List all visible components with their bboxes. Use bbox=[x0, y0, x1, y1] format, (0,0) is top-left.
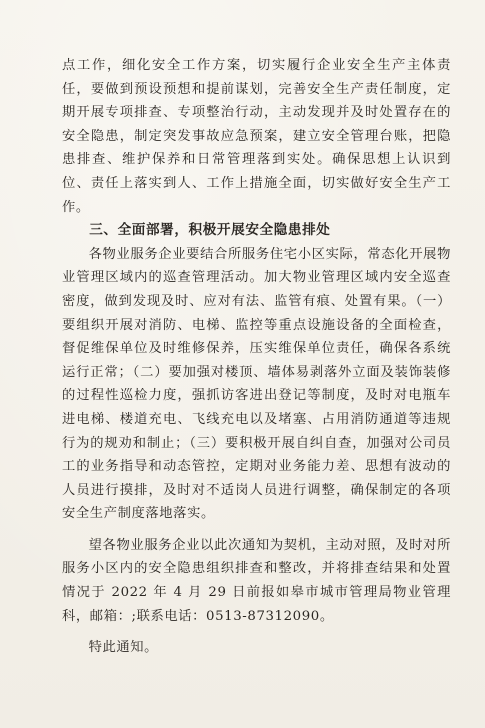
paragraph-section-three: 各物业服务企业要结合所服务住宅小区实际，常态化开展物业管理区域内的巡查管理活动。加大物业管理区域内安全巡查密度，做到发现及时、应对有法、监管有痕、处置有果。（一）要组织开展对消防、电梯、监控等重点设施设备的全面检查，督促维保单位及时维修保养，压实维保单位责任，确保各系统运行正常；（二）要加强对楼顶、墙体易剥落外立面及装饰装修的过程性巡检力度，强抓访客进出登记等制度，及时对电瓶车进电梯、楼道充电、飞线充电以及堵塞、占用消防通道等违规行为的规劝和制止；（三）要积极开展自纠自查，加强对公司员工的业务指导和动态管控，定期对业务能力差、思想有波动的人员进行摸排，及时对不适岗人员进行调整，确保制定的各项安全生产制度落地落实。 bbox=[62, 246, 451, 522]
closing-line: 特此通知。 bbox=[88, 640, 159, 656]
paragraph-gap bbox=[62, 628, 451, 636]
paragraph-continued: 点工作，细化安全工作方案，切实履行企业安全生产主体责任，要做到预设预想和提前谋划，完善安全生产责任制度，定期开展专项排查、专项整治行动，主动发现并及时处置存在的安全隐患，制定突发事故应急预案，建立安全管理台账，把隐患排查、维护保养和日常管理落到实处。确保思想上认识到位、责任上落实到人、工作上措施全面，切实做好安全生产工作。 bbox=[62, 58, 451, 215]
section-heading: 三、全面部署，积极开展安全隐患排处 bbox=[89, 222, 331, 239]
paragraph-gap bbox=[62, 526, 451, 534]
paragraph-request: 望各物业服务企业以此次通知为契机，主动对照，及时对所服务小区内的安全隐患组织排查和整改，并将排查结果和处置情况于 2022 年 4 月 29 日前报如皋市城市管理局物业管理科，邮箱：;联系电话：0513-87312090。 bbox=[62, 537, 451, 624]
